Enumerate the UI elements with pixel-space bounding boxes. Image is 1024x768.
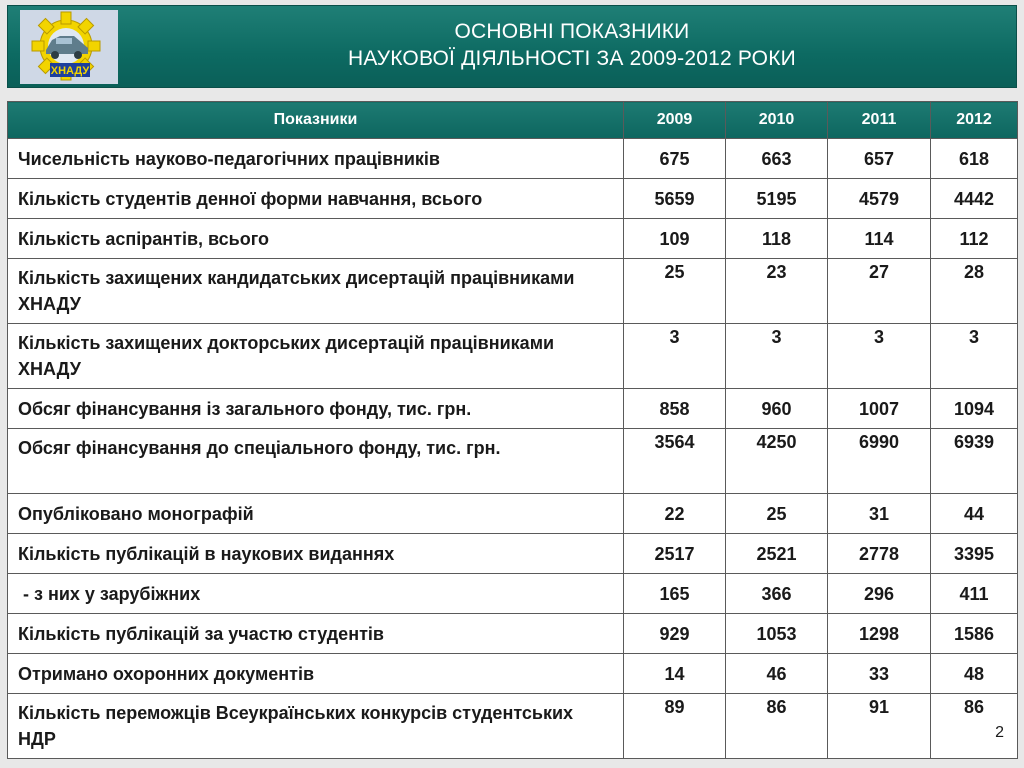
value-cell bbox=[726, 139, 828, 179]
value-cell bbox=[931, 179, 1018, 219]
value: 3564 bbox=[654, 432, 695, 452]
value-cell bbox=[726, 534, 828, 574]
value-cell bbox=[624, 324, 726, 389]
value-cell bbox=[726, 259, 828, 324]
value: 89 bbox=[664, 697, 685, 717]
page-title bbox=[128, 18, 1016, 72]
value: 27 bbox=[868, 262, 890, 282]
row-label: Кількість публікацій в наукових виданнях bbox=[18, 543, 395, 564]
value: 3 bbox=[968, 327, 979, 347]
value: 5659 bbox=[654, 188, 695, 209]
value-cell bbox=[828, 324, 931, 389]
value-cell bbox=[624, 389, 726, 429]
table-row bbox=[8, 429, 1018, 494]
value-cell bbox=[931, 219, 1018, 259]
value: 86 bbox=[963, 697, 985, 717]
value-cell bbox=[726, 694, 828, 759]
value-cell bbox=[931, 574, 1018, 614]
table-row bbox=[8, 534, 1018, 574]
row-label-cell bbox=[8, 534, 624, 574]
value: 1053 bbox=[756, 623, 797, 644]
value-cell bbox=[828, 139, 931, 179]
value: 2521 bbox=[756, 543, 797, 564]
value: 86 bbox=[766, 697, 787, 717]
value: 25 bbox=[664, 262, 685, 282]
value-cell bbox=[624, 574, 726, 614]
value: 3 bbox=[669, 327, 680, 347]
value-cell bbox=[624, 494, 726, 534]
table-row bbox=[8, 389, 1018, 429]
title-line-1: ОСНОВНІ ПОКАЗНИКИ bbox=[454, 20, 690, 43]
row-label: Опубліковано монографій bbox=[18, 503, 254, 524]
value-cell bbox=[828, 534, 931, 574]
value: 118 bbox=[761, 228, 792, 249]
value: 2517 bbox=[654, 543, 695, 564]
value-cell bbox=[931, 614, 1018, 654]
value-cell bbox=[624, 534, 726, 574]
value-cell bbox=[624, 654, 726, 694]
value: 2778 bbox=[858, 543, 900, 564]
value: 5195 bbox=[756, 188, 797, 209]
value: 28 bbox=[963, 262, 985, 282]
value-cell bbox=[726, 494, 828, 534]
value: 1298 bbox=[858, 623, 900, 644]
value: 31 bbox=[868, 503, 890, 524]
row-label: Кількість захищених кандидатських дисертацій працівниками ХНАДУ bbox=[18, 268, 575, 314]
row-label-cell bbox=[8, 324, 624, 389]
row-label-cell bbox=[8, 654, 624, 694]
value: 46 bbox=[766, 663, 787, 684]
row-label-cell bbox=[8, 694, 624, 759]
value-cell bbox=[726, 219, 828, 259]
table-row bbox=[8, 614, 1018, 654]
row-label-cell bbox=[8, 429, 624, 494]
value-cell bbox=[931, 324, 1018, 389]
value: 33 bbox=[868, 663, 890, 684]
row-label: - з них у зарубіжних bbox=[18, 583, 201, 604]
value: 4250 bbox=[756, 432, 797, 452]
value: 929 bbox=[659, 623, 690, 644]
value-cell bbox=[624, 694, 726, 759]
value: 91 bbox=[868, 697, 890, 717]
value: 23 bbox=[766, 262, 787, 282]
table-row bbox=[8, 219, 1018, 259]
value: 663 bbox=[761, 148, 792, 169]
table-row bbox=[8, 179, 1018, 219]
value-cell bbox=[931, 139, 1018, 179]
value: 109 bbox=[659, 228, 690, 249]
row-label: Кількість публікацій за участю студентів bbox=[18, 623, 384, 644]
value-cell bbox=[624, 614, 726, 654]
value-cell bbox=[931, 534, 1018, 574]
row-label: Кількість захищених докторських дисертацій працівниками ХНАДУ bbox=[18, 333, 555, 379]
value: 22 bbox=[664, 503, 685, 524]
row-label-cell bbox=[8, 614, 624, 654]
value-cell bbox=[828, 179, 931, 219]
row-label-cell bbox=[8, 494, 624, 534]
row-label-cell bbox=[8, 179, 624, 219]
row-label-cell bbox=[8, 259, 624, 324]
value: 657 bbox=[863, 148, 895, 169]
table-row bbox=[8, 324, 1018, 389]
table-row bbox=[8, 574, 1018, 614]
value: 114 bbox=[864, 228, 894, 249]
table-row bbox=[8, 654, 1018, 694]
value-cell bbox=[828, 429, 931, 494]
table-row bbox=[8, 259, 1018, 324]
row-label: Обсяг фінансування із загального фонду, тис. грн. bbox=[18, 398, 472, 419]
row-label-cell bbox=[8, 219, 624, 259]
value: 1007 bbox=[858, 398, 900, 419]
row-label-cell bbox=[8, 574, 624, 614]
row-label: Кількість аспірантів, всього bbox=[18, 228, 269, 249]
value: 48 bbox=[963, 663, 985, 684]
svg-text:ХНАДУ: ХНАДУ bbox=[50, 65, 90, 77]
value: 411 bbox=[959, 583, 989, 604]
value: 25 bbox=[766, 503, 787, 524]
value: 1586 bbox=[953, 623, 995, 644]
value: 6939 bbox=[953, 432, 995, 452]
value-cell bbox=[624, 259, 726, 324]
value-cell bbox=[726, 614, 828, 654]
value: 960 bbox=[761, 398, 792, 419]
value-cell bbox=[624, 219, 726, 259]
header-year-2010: 2010 bbox=[726, 102, 828, 139]
value-cell bbox=[931, 494, 1018, 534]
title-line-2: НАУКОВОЇ ДІЯЛЬНОСТІ ЗА 2009-2012 РОКИ bbox=[348, 47, 796, 70]
value-cell bbox=[828, 494, 931, 534]
khadu-logo bbox=[20, 10, 118, 84]
value-cell bbox=[828, 654, 931, 694]
value-cell bbox=[828, 389, 931, 429]
row-label: Отримано охоронних документів bbox=[18, 663, 315, 684]
table-row bbox=[8, 694, 1018, 759]
table-header-row bbox=[8, 102, 1018, 139]
table-row bbox=[8, 139, 1018, 179]
table-row bbox=[8, 494, 1018, 534]
header-year-2009: 2009 bbox=[624, 102, 726, 139]
value: 1094 bbox=[953, 398, 995, 419]
row-label-cell bbox=[8, 139, 624, 179]
value-cell bbox=[624, 429, 726, 494]
value: 4442 bbox=[953, 188, 995, 209]
value-cell bbox=[828, 574, 931, 614]
value-cell bbox=[624, 179, 726, 219]
value-cell bbox=[726, 179, 828, 219]
value: 296 bbox=[863, 583, 895, 604]
indicators-table bbox=[7, 101, 1018, 759]
value: 675 bbox=[659, 148, 690, 169]
value: 858 bbox=[659, 398, 690, 419]
value-cell bbox=[828, 694, 931, 759]
row-label-cell bbox=[8, 389, 624, 429]
value: 3395 bbox=[953, 543, 995, 564]
header-indicators: Показники bbox=[8, 102, 624, 139]
value-cell bbox=[726, 574, 828, 614]
value-cell bbox=[726, 389, 828, 429]
value: 112 bbox=[959, 228, 989, 249]
value: 4579 bbox=[858, 188, 900, 209]
value: 3 bbox=[873, 327, 884, 347]
value-cell bbox=[828, 219, 931, 259]
value-cell bbox=[726, 324, 828, 389]
header-year-2012: 2012 bbox=[931, 102, 1018, 139]
value: 44 bbox=[963, 503, 985, 524]
value: 3 bbox=[771, 327, 782, 347]
value-cell bbox=[931, 259, 1018, 324]
value-cell bbox=[931, 389, 1018, 429]
page-number: 2 bbox=[995, 724, 1004, 741]
row-label: Обсяг фінансування до спеціального фонду, тис. грн. bbox=[18, 438, 501, 458]
value-cell bbox=[828, 259, 931, 324]
value: 165 bbox=[659, 583, 690, 604]
value-cell bbox=[931, 654, 1018, 694]
row-label: Кількість переможців Всеукраїнських конкурсів студентських НДР bbox=[18, 703, 574, 749]
value-cell bbox=[931, 429, 1018, 494]
value-cell bbox=[726, 654, 828, 694]
value: 6990 bbox=[858, 432, 900, 452]
value: 14 bbox=[664, 663, 685, 684]
slide-header bbox=[7, 5, 1017, 88]
value-cell bbox=[726, 429, 828, 494]
row-label: Чисельність науково-педагогічних працівників bbox=[18, 148, 440, 169]
value-cell bbox=[931, 694, 1018, 759]
header-year-2011: 2011 bbox=[828, 102, 931, 139]
value: 618 bbox=[958, 148, 990, 169]
value-cell bbox=[624, 139, 726, 179]
value-cell bbox=[828, 614, 931, 654]
value: 366 bbox=[761, 583, 792, 604]
row-label: Кількість студентів денної форми навчання, всього bbox=[18, 188, 483, 209]
